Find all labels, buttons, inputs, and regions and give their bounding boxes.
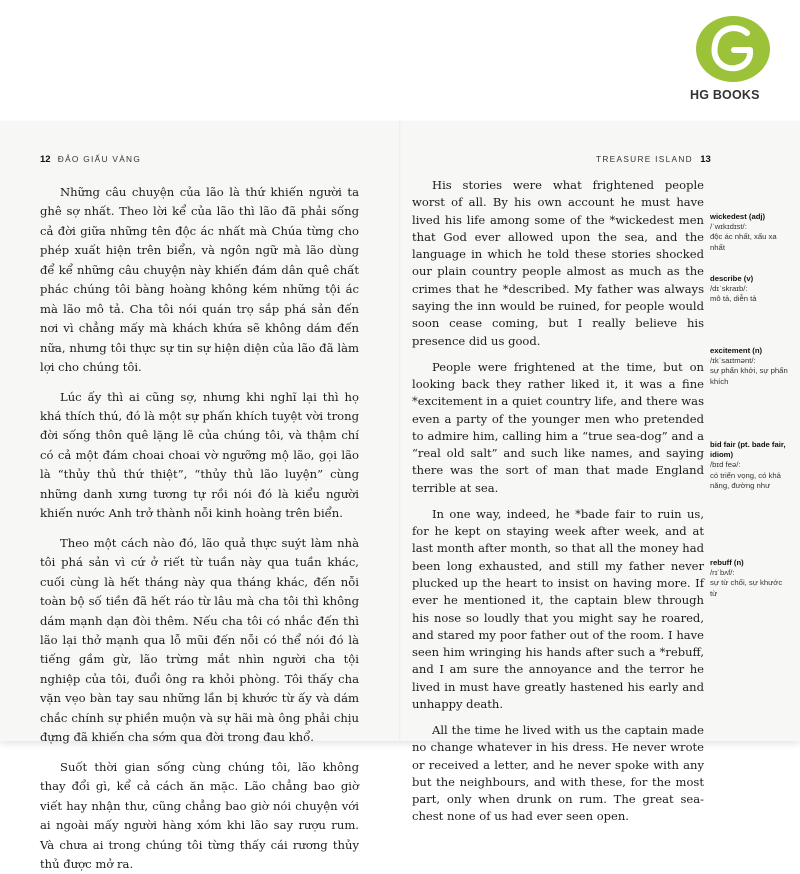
glossary-entry-describe bbox=[710, 274, 790, 305]
left-page-text bbox=[40, 183, 359, 874]
right-running-title: TREASURE ISLAND bbox=[596, 154, 693, 164]
left-paragraph: Những câu chuyện của lão là thứ khiến người ta ghê sợ nhất. Theo lời kể của lão thì lão đã phải sống cả đời giữa những tên độc ác nhất mà Chúa từng cho phép xuất hiện trên biển, và ngôn ngữ mà lão dùng để kể những câu chuyện này khiến đám dân quê chất phác chúng tôi bàng hoàng không kém những tội ác mà lão mô tả. Cha tôi nói quán trọ sắp phá sản đến nơi vì chẳng mấy mà khách khứa sẽ không dám đến nữa, nhưng tôi thực sự tin sự hiện diện của lão đã làm lợi cho chúng tôi. bbox=[40, 185, 359, 375]
glossary-pronunciation: /bɪd feə/: bbox=[710, 460, 741, 470]
glossary-meaning: có triển vọng, có khả năng, đường như bbox=[710, 470, 781, 490]
left-paragraph: Suốt thời gian sống cùng chúng tôi, lão không thay đổi gì, kể cả cách ăn mặc. Lão chẳng bao giờ viết hay nhận thư, cũng chẳng bao giờ nói chuyện với ai ngoài mấy người hàng xóm khi lão say rượu rum. Và chưa ai trong chúng tôi từng thấy cái rương thủy thủ được mở ra. bbox=[40, 759, 359, 871]
right-page-number: 13 bbox=[700, 154, 711, 165]
glossary-headword: wickedest (adj) bbox=[710, 212, 766, 221]
left-running-head bbox=[40, 154, 141, 165]
glossary-headword: describe (v) bbox=[710, 274, 754, 283]
glossary-meaning: độc ác nhất, xấu xa nhất bbox=[710, 232, 777, 252]
brand-name: HG BOOKS bbox=[690, 88, 760, 102]
glossary-pronunciation: /dɪˈskraɪb/: bbox=[710, 284, 748, 294]
left-running-title: ĐẢO GIẤU VÀNG bbox=[57, 154, 142, 164]
left-page-number: 12 bbox=[40, 154, 51, 165]
glossary-meaning: mô tả, diễn tả bbox=[710, 294, 757, 304]
glossary-headword: bid fair (pt. bade fair, idiom) bbox=[710, 440, 786, 460]
glossary-meaning: sự từ chối, sự khước từ bbox=[710, 578, 783, 598]
right-paragraph: In one way, indeed, he *bade fair to ruin us, for he kept on staying week after week, and at last month after month, so that all the money had been long exhausted, and still my father never plucked up the heart to insist on having more. If ever he mentioned it, the captain blew through his nose so loudly that you might say he roared, and stared my poor father out of the room. I have seen him wringing his hands after such a *rebuff, and I am sure the annoyance and the terror he lived in must have greatly hastened his early and unhappy death. bbox=[412, 506, 704, 711]
hg-books-logo bbox=[694, 14, 772, 84]
glossary-pronunciation: /ɪkˈsaɪtmənt/: bbox=[710, 356, 756, 366]
glossary-entry-bid-fair bbox=[710, 440, 790, 491]
left-paragraph: Lúc ấy thì ai cũng sợ, nhưng khi nghĩ lại thì họ khá thích thú, đó là một sự phấn khích tuyệt vời trong đời sống thôn quê lặng lẽ của chúng tôi, và thậm chí có cả một đám choai choai vờ ngưỡng mộ lão, gọi lão là “thủy thủ thứ thiệt”, “thủy thủ lão luyện” cùng những danh xưng tương tự rồi nói đó là kiểu người khiến nước Anh trở thành nỗi kinh hoàng trên biển. bbox=[40, 389, 359, 521]
page-fold bbox=[399, 121, 401, 741]
right-paragraph: People were frightened at the time, but on looking back they rather liked it, it was a fine *excitement in a quiet country life, and there was even a party of the younger men who pretended to admire him, calling him a “true sea-dog” and a “real old salt” and such like names, and saying there was the sort of man that made England terrible at sea. bbox=[412, 359, 704, 495]
right-paragraph: His stories were what frightened people worst of all. By his own account he must have lived his life among some of the *wickedest men that God ever allowed upon the sea, and the language in which he told these stories shocked our plain country people almost as much as the crimes that he *described. My father was always saying the inn would be ruined, for people would soon cease coming, but I really believe his presence did us good. bbox=[412, 178, 704, 348]
book-spread bbox=[0, 121, 800, 871]
glossary-headword: excitement (n) bbox=[710, 346, 763, 355]
glossary-entry-rebuff bbox=[710, 558, 790, 599]
right-running-head bbox=[596, 154, 711, 165]
glossary-entry-wickedest bbox=[710, 212, 790, 253]
glossary-pronunciation: /ˈwɪkɪdɪst/: bbox=[710, 222, 747, 232]
glossary-pronunciation: /rɪˈbʌf/: bbox=[710, 568, 735, 578]
right-paragraph: All the time he lived with us the captain made no change whatever in his dress. He never wrote or received a letter, and he never spoke with any but the neighbours, and with these, for the most part, only when drunk on rum. The great sea-chest none of us had ever seen open. bbox=[412, 722, 704, 824]
glossary-headword: rebuff (n) bbox=[710, 558, 744, 567]
right-page-text bbox=[412, 177, 704, 826]
glossary-meaning: sự phấn khởi, sự phấn khích bbox=[710, 366, 788, 386]
left-paragraph: Theo một cách nào đó, lão quả thực suýt làm nhà tôi phá sản vì cứ ở riết từ tuần này qua tuần khác, cuối cùng là hết tháng này qua tháng khác, đến nỗi toàn bộ số tiền đã hết ráo từ lâu mà cha tôi thì không dám mạnh dạn đòi thêm. Nếu cha tôi có nhắc đến thì lão lại thở mạnh qua lỗ mũi đến nỗi có thể nói đó là tiếng gầm gừ, lão trừng mắt nhìn người cha tội nghiệp của tôi, đuổi ông ra khỏi phòng. Tôi thấy cha vặn vẹo bàn tay sau những lần bị khước từ ấy và dám chắc chính sự phiền muộn và sự hãi mà ông phải chịu đựng đã khiến cha sớm qua đời trong đau khổ. bbox=[40, 535, 359, 745]
glossary-entry-excitement bbox=[710, 346, 790, 387]
